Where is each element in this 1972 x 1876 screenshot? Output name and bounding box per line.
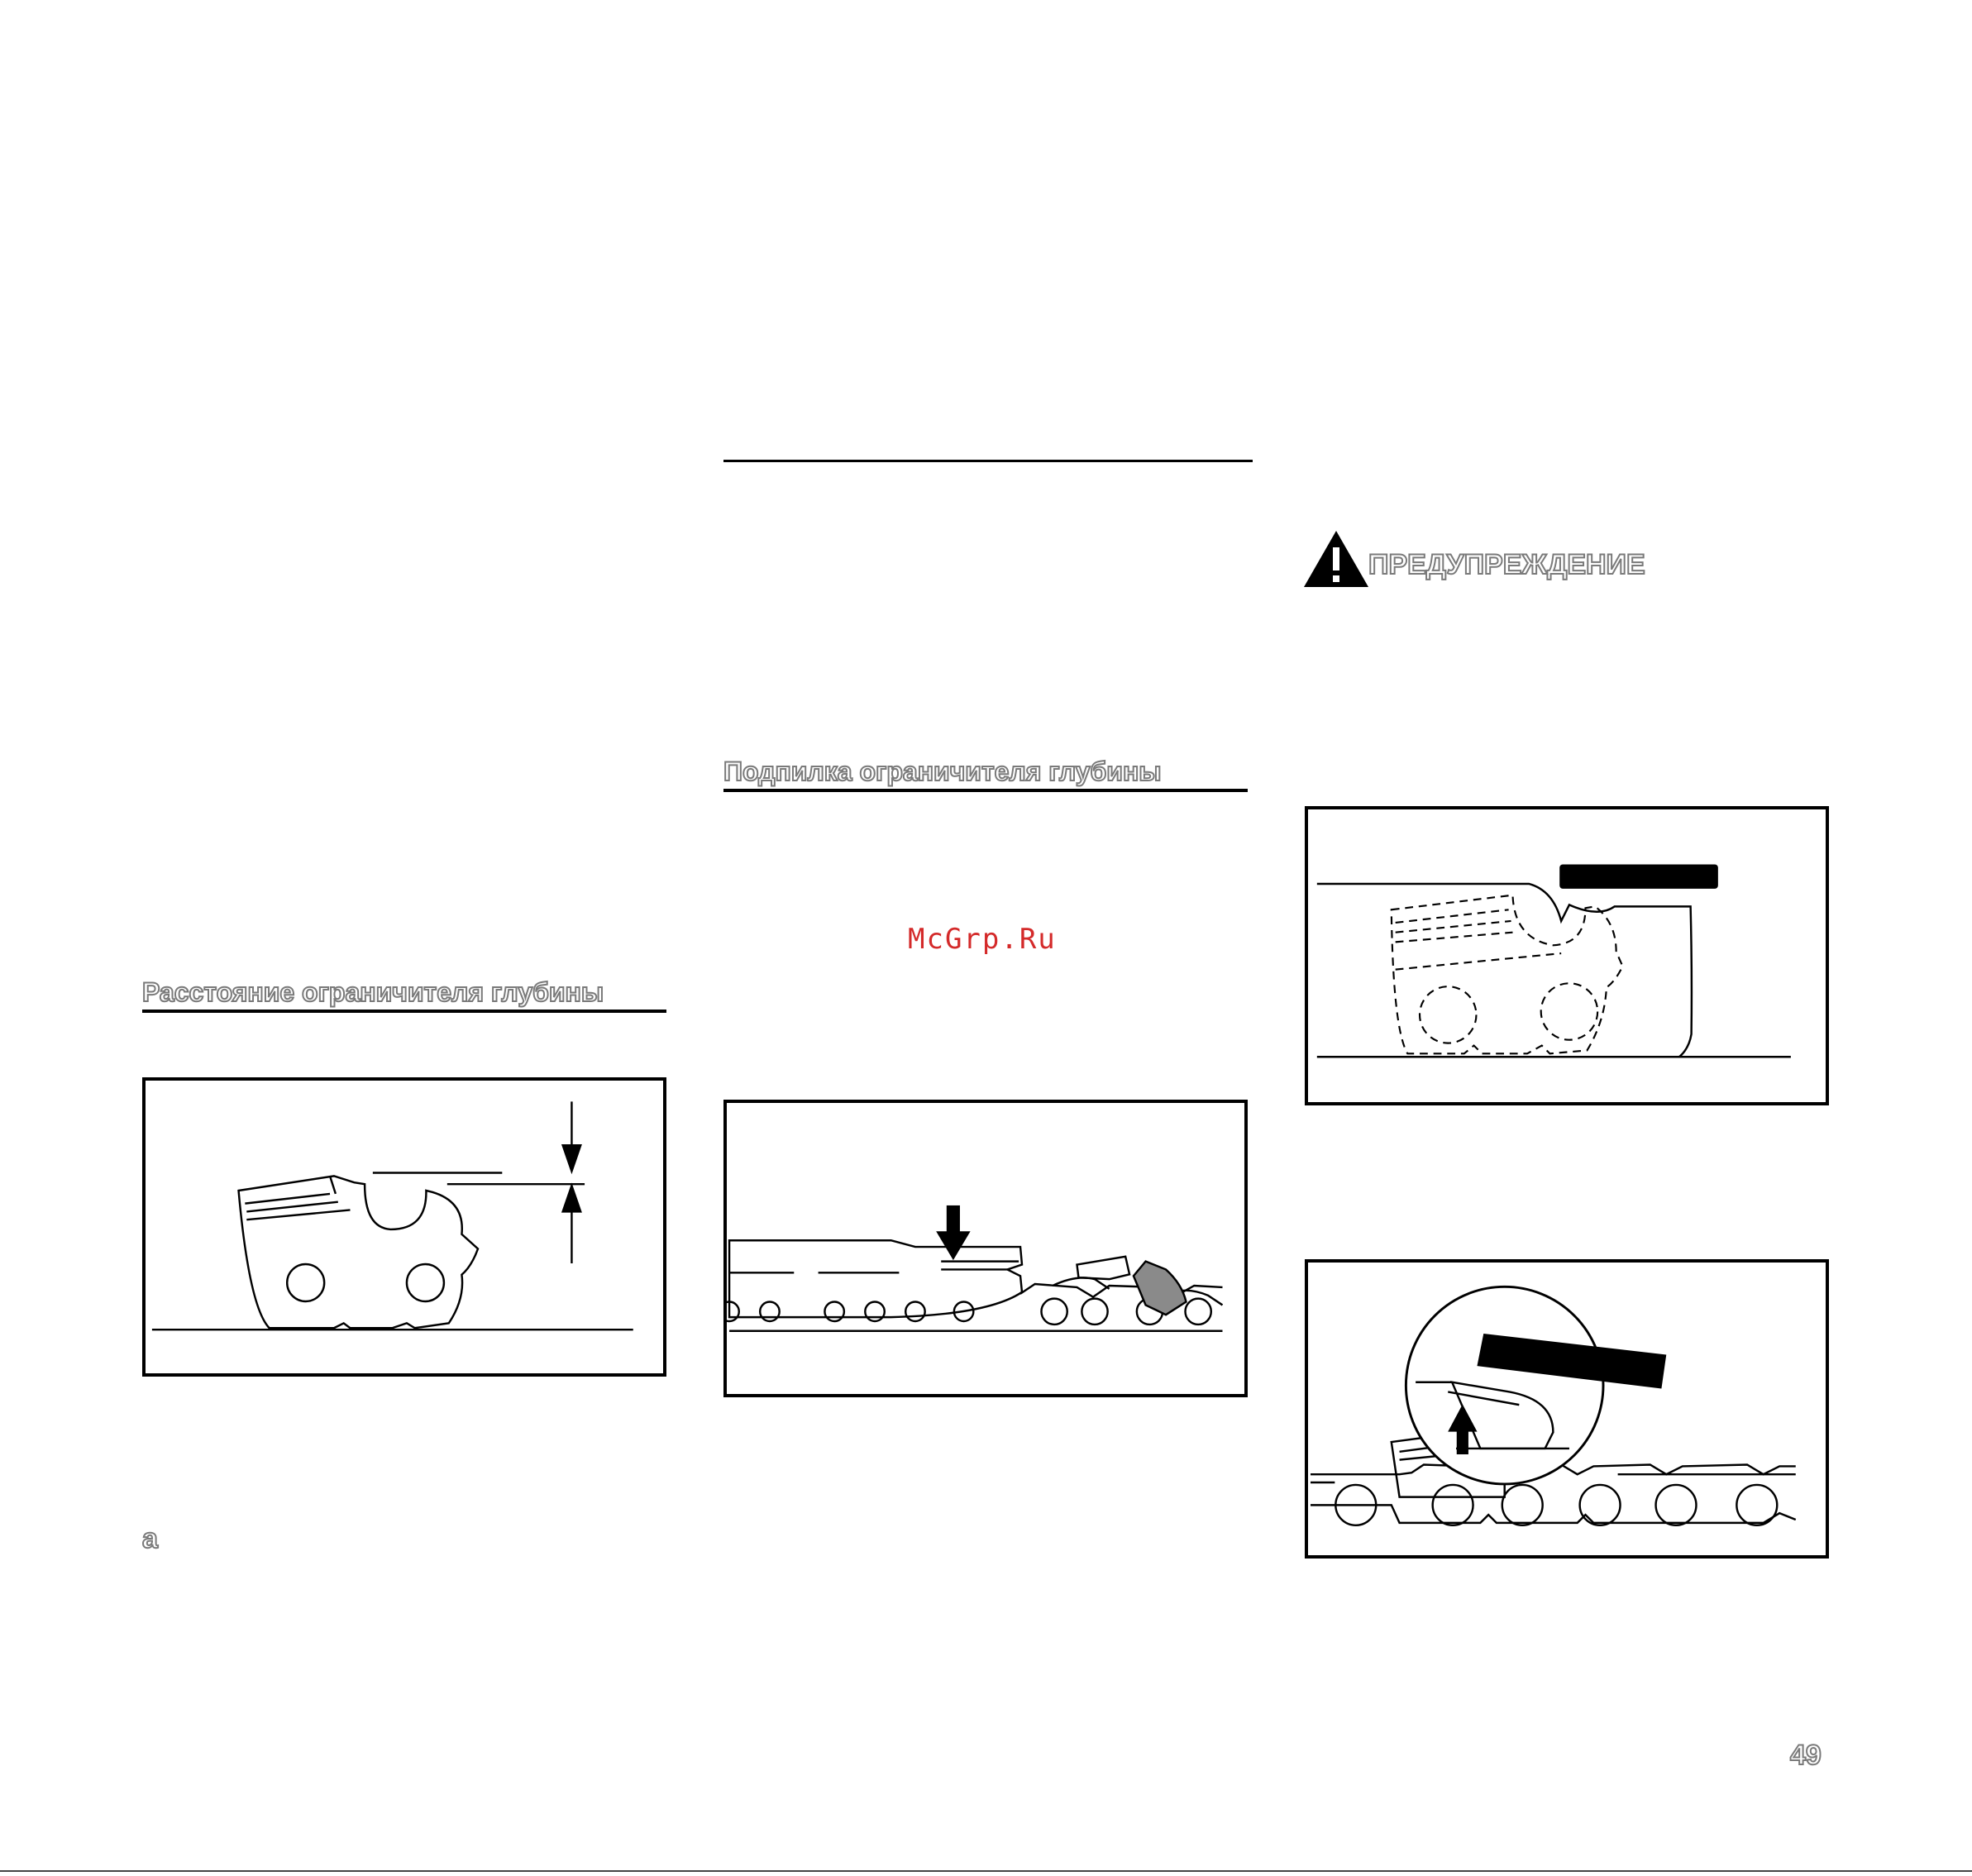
label-a: a — [142, 1523, 158, 1554]
heading-underline — [723, 789, 1248, 792]
file-bar — [1559, 864, 1718, 888]
arrow-up-icon — [563, 1186, 581, 1211]
arrow-down-icon — [563, 1145, 581, 1171]
figure-filing-depth-gauge — [723, 1100, 1248, 1397]
bottom-trim-line — [0, 1870, 1972, 1872]
depth-gauge-filing-heading: Подпилка ограничителя глубины — [723, 757, 1162, 786]
figure-gauge-tool-on-cutter — [1305, 806, 1829, 1105]
watermark: McGrp.Ru — [908, 923, 1057, 956]
page-number: 49 — [1790, 1740, 1822, 1771]
top-divider — [723, 460, 1253, 462]
gauge-tool-diagram — [1308, 809, 1826, 1102]
gauge-detail-diagram — [1308, 1263, 1826, 1555]
depth-gauge-distance-heading: Расстояние ограничителя глубины — [142, 977, 604, 1007]
magnifier-circle — [1406, 1286, 1603, 1484]
cutter-tooth-diagram — [146, 1081, 663, 1373]
file-gauge-diagram — [727, 1103, 1244, 1394]
warning-triangle-icon — [1302, 529, 1370, 589]
figure-gauge-detail — [1305, 1259, 1829, 1559]
heading-underline — [142, 1010, 666, 1013]
arrow-down-icon — [938, 1232, 968, 1258]
warning-label: ПРЕДУПРЕЖДЕНИЕ — [1368, 549, 1645, 580]
figure-depth-gauge-distance — [142, 1077, 666, 1377]
